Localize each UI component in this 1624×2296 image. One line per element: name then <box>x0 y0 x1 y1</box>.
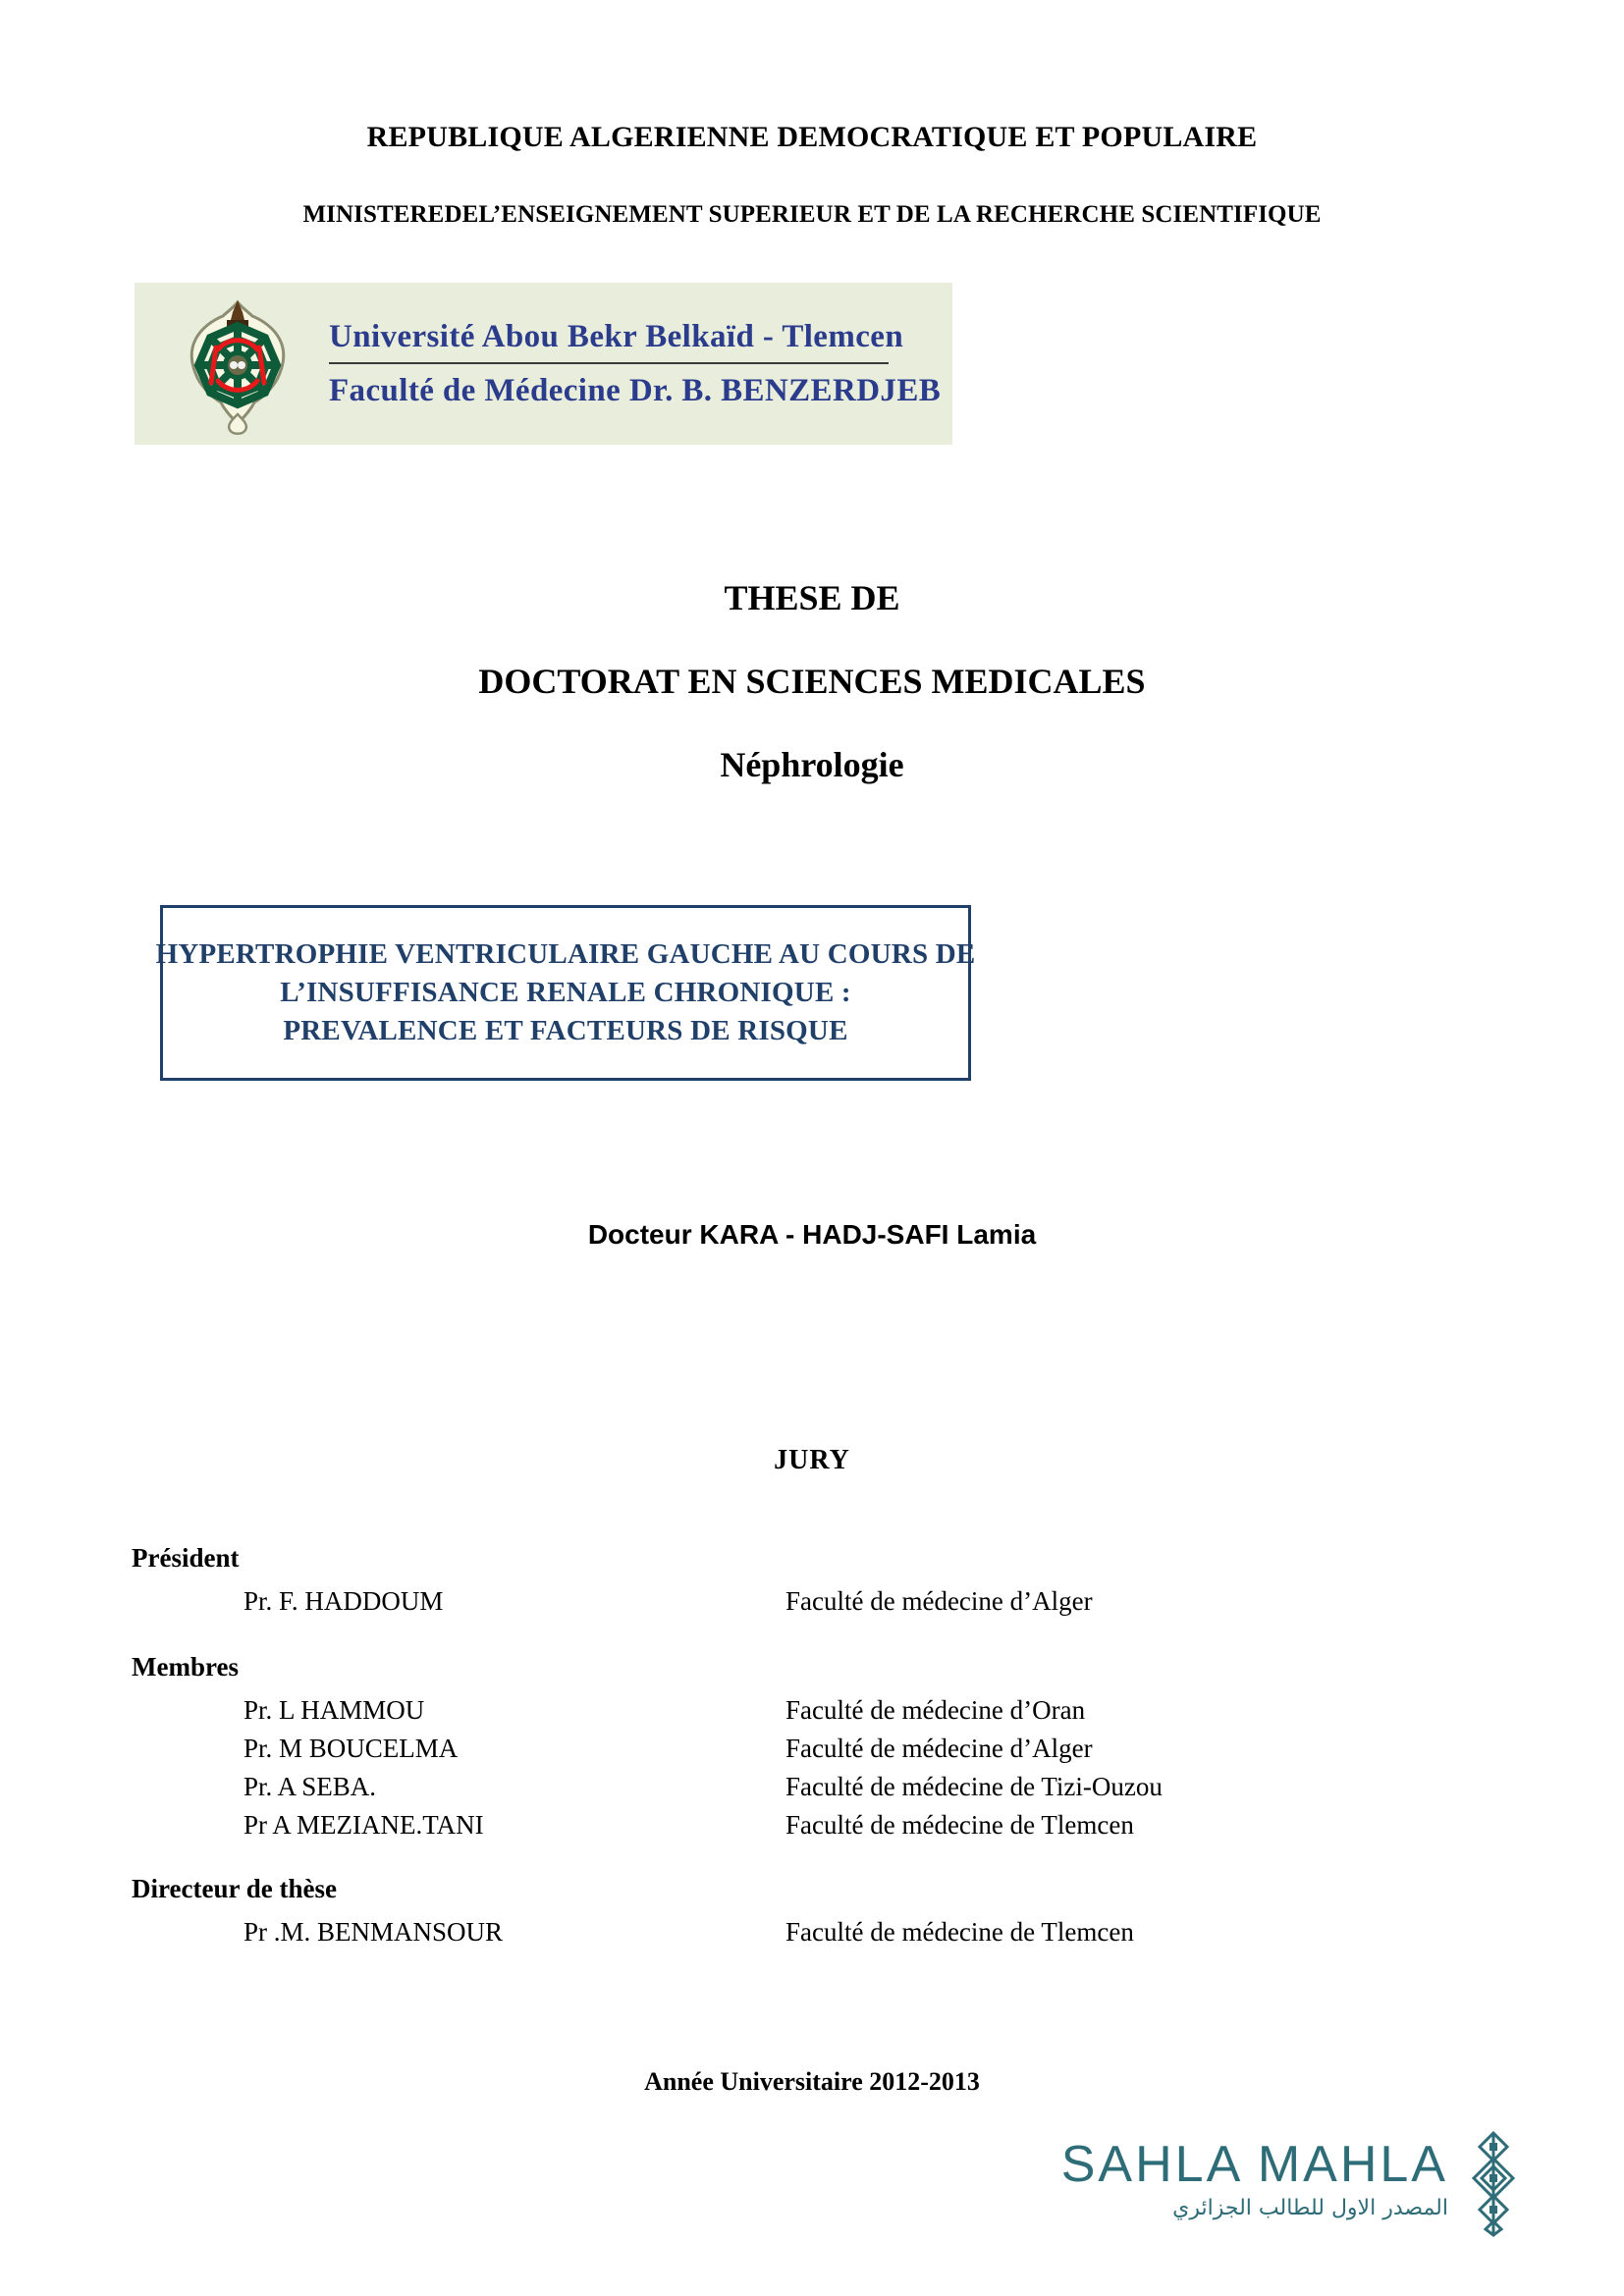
university-banner-text <box>311 319 960 409</box>
thesis-title-line-3: PREVALENCE ET FACTEURS DE RISQUE <box>283 1014 848 1046</box>
jury-heading: JURY <box>774 1445 850 1475</box>
jury-group-label-president: Président <box>132 1543 240 1573</box>
thesis-title-line-1: HYPERTROPHIE VENTRICULAIRE GAUCHE AU COURS DE <box>155 938 976 971</box>
watermark-title: SAHLA MAHLA <box>1060 2136 1448 2193</box>
jury-member-name: Pr .M. BENMANSOUR <box>244 1917 504 1947</box>
faculty-name: Faculté de Médecine Dr. B. BENZERDJEB <box>329 372 942 408</box>
specialty-label: Néphrologie <box>720 745 904 784</box>
sahla-mahla-watermark <box>1056 2135 1546 2268</box>
thesis-title-box <box>155 905 976 1081</box>
academic-year: Année Universitaire 2012-2013 <box>644 2067 980 2096</box>
doctorate-label: DOCTORAT EN SCIENCES MEDICALES <box>478 662 1146 701</box>
republic-heading: REPUBLIQUE ALGERIENNE DEMOCRATIQUE ET POPULAIRE <box>366 121 1258 153</box>
watermark-subtitle: المصدر الاول للطالب الجزائري <box>1172 2196 1448 2220</box>
jury-group-label-directeur: Directeur de thèse <box>132 1874 337 1903</box>
thesis-label: THESE DE <box>724 578 900 617</box>
jury-member-name: Pr. A SEBA. <box>244 1772 377 1801</box>
sahla-mahla-logo-icon <box>1456 2129 1531 2237</box>
jury-member-affiliation: Faculté de médecine de Tlemcen <box>785 1917 1134 1947</box>
university-name: Université Abou Bekr Belkaïd - Tlemcen <box>329 318 904 354</box>
author-name: Docteur KARA - HADJ-SAFI Lamia <box>587 1219 1037 1250</box>
university-emblem <box>164 291 311 438</box>
jury-member-affiliation: Faculté de médecine de Tizi-Ouzou <box>785 1772 1163 1801</box>
jury-member-affiliation: Faculté de médecine de Tlemcen <box>785 1810 1134 1840</box>
jury-member-name: Pr A MEZIANE.TANI <box>244 1810 484 1840</box>
thesis-title-line-2: L’INSUFFISANCE RENALE CHRONIQUE : <box>280 977 851 1009</box>
banner-divider <box>329 362 889 364</box>
jury-member-name: Pr. L HAMMOU <box>244 1695 425 1725</box>
jury-member-affiliation: Faculté de médecine d’Alger <box>785 1734 1093 1763</box>
jury-group-label-membres: Membres <box>132 1652 239 1682</box>
jury-member-affiliation: Faculté de médecine d’Alger <box>785 1586 1093 1616</box>
jury-member-name: Pr. F. HADDOUM <box>244 1586 444 1616</box>
jury-member-name: Pr. M BOUCELMA <box>244 1734 459 1763</box>
jury-member-affiliation: Faculté de médecine d’Oran <box>785 1695 1086 1725</box>
ministry-heading: MINISTEREDEL’ENSEIGNEMENT SUPERIEUR ET DE LA RECHERCHE SCIENTIFIQUE <box>302 201 1322 228</box>
university-banner <box>135 283 952 445</box>
